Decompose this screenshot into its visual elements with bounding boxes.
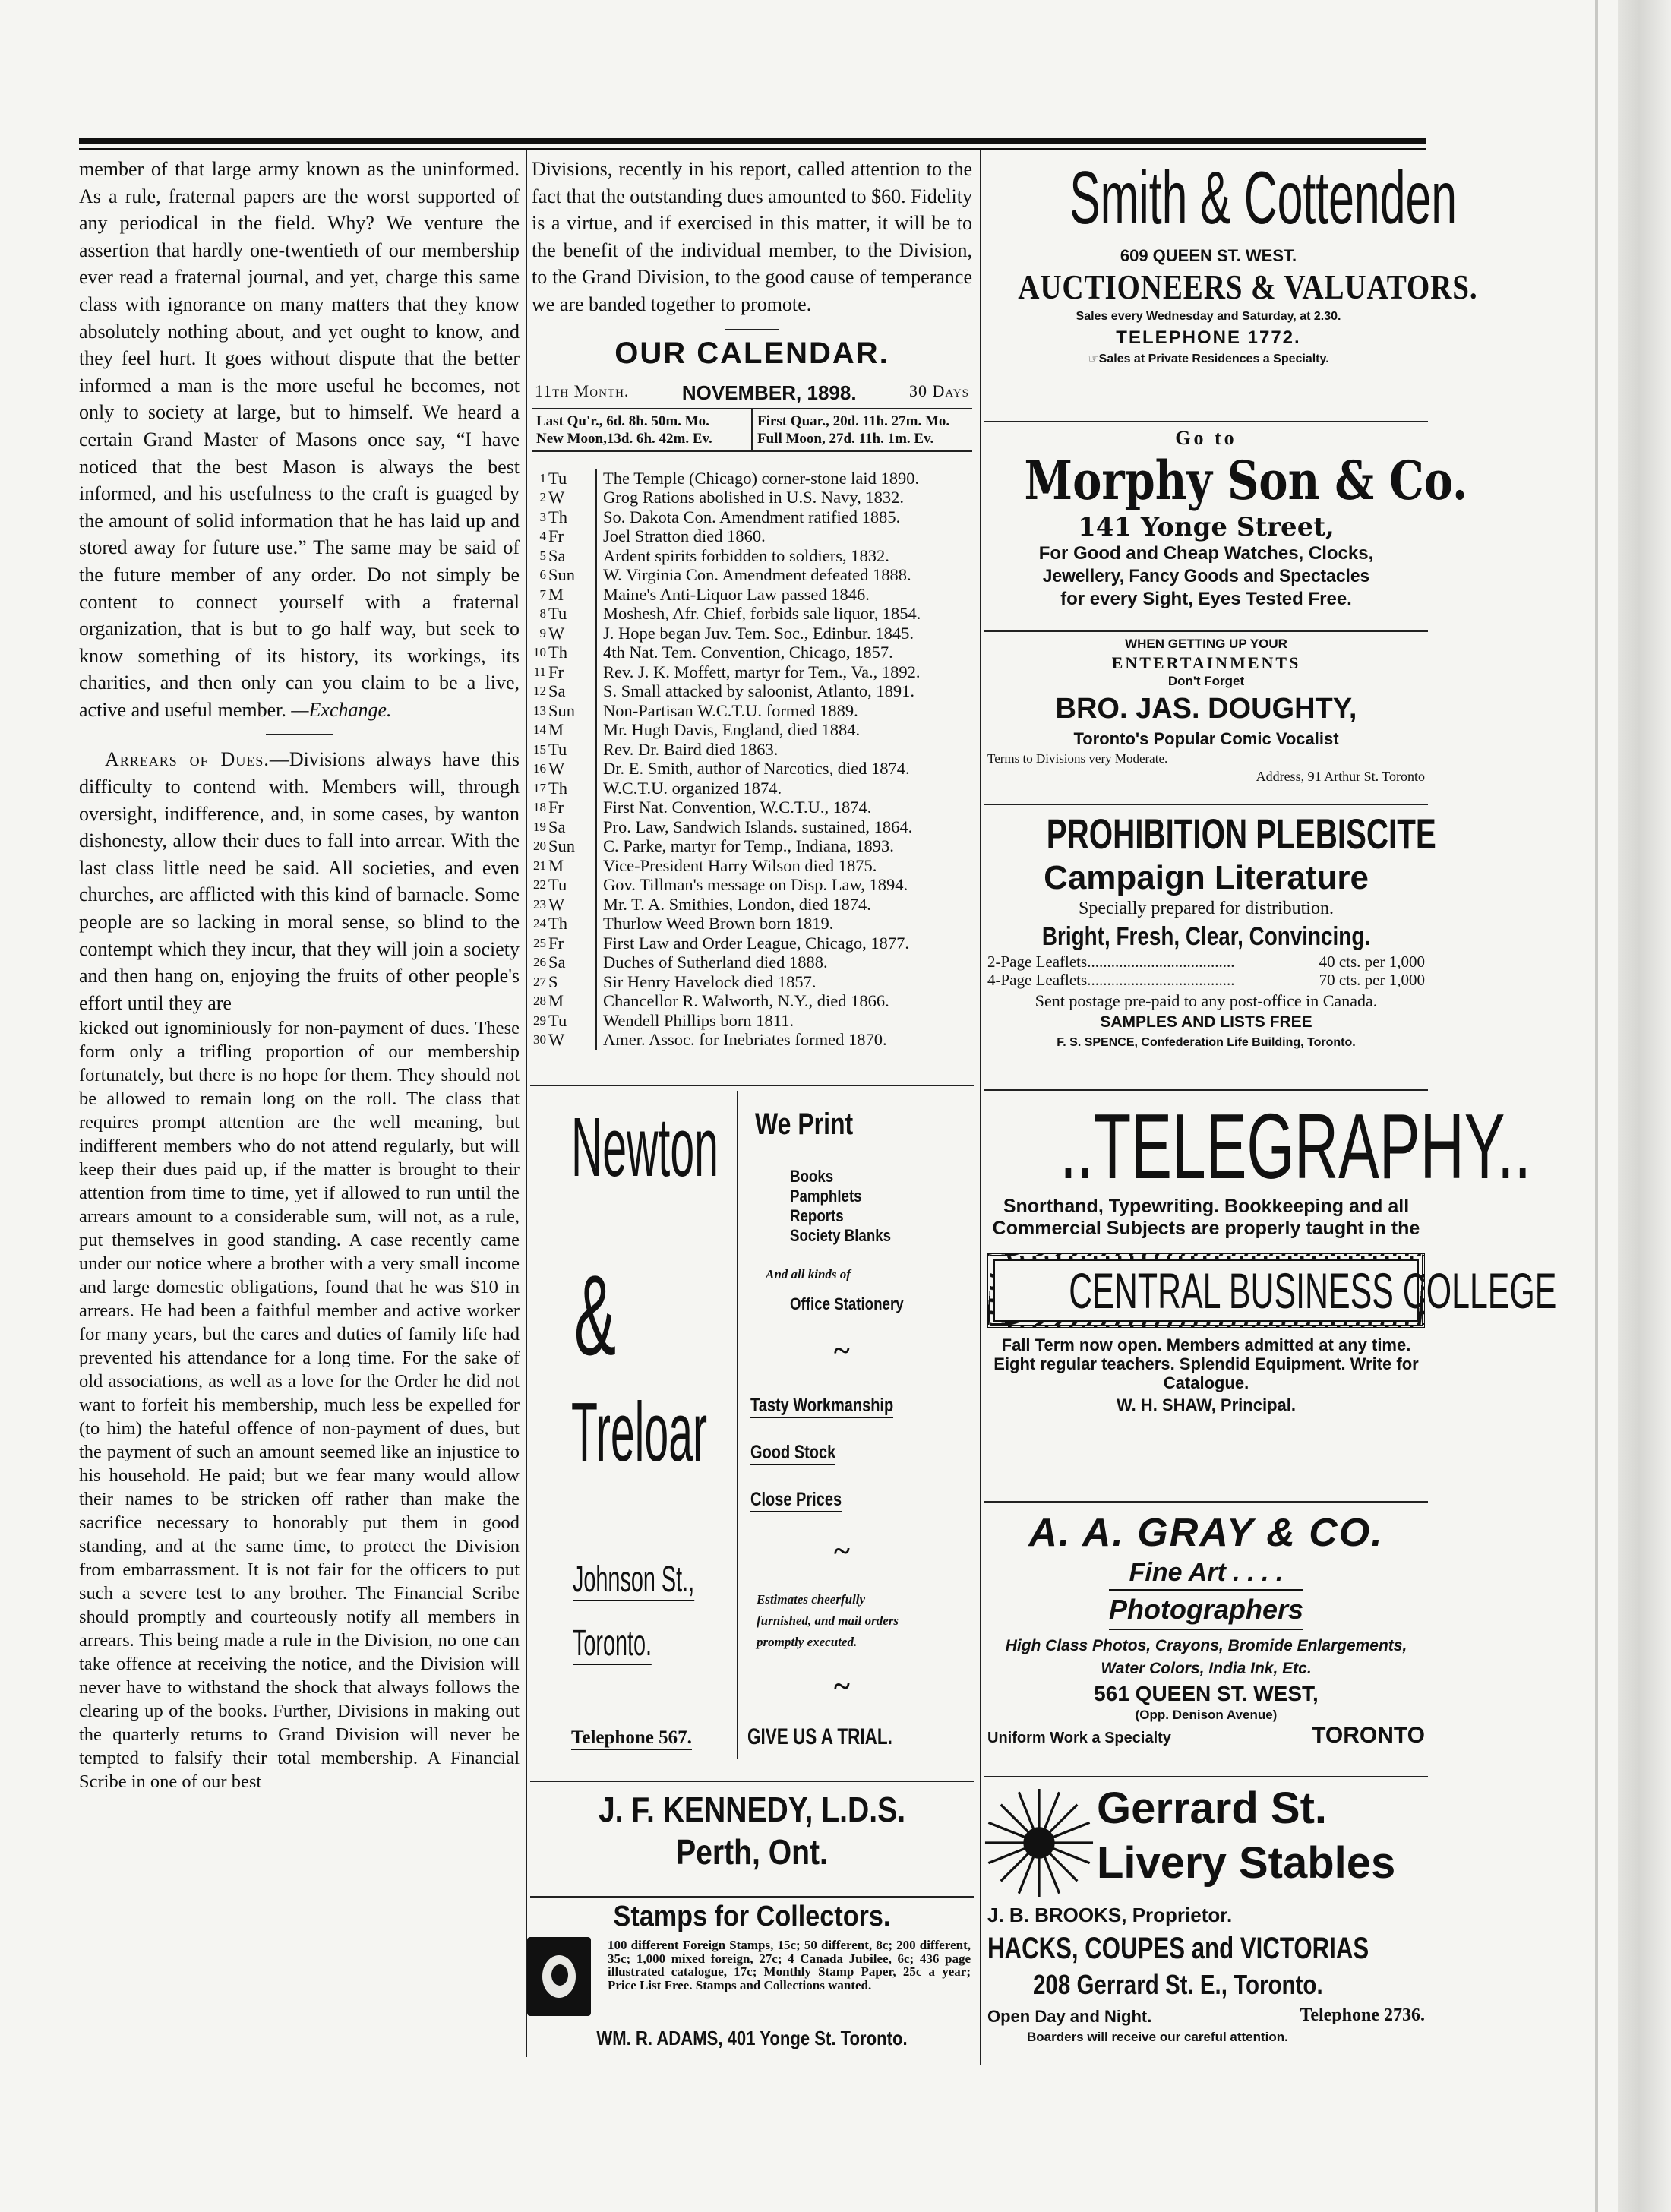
calendar-row bbox=[532, 662, 972, 682]
calendar-event: Thurlow Weed Brown born 1819. bbox=[603, 914, 834, 934]
price-row bbox=[987, 953, 1425, 971]
livery-line1: Gerrard St. bbox=[1097, 1784, 1327, 1833]
calendar-event: The Temple (Chicago) corner-stone laid 1890. bbox=[603, 468, 920, 488]
plebiscite-sub: Campaign Literature bbox=[1044, 859, 1369, 896]
smith-phone: TELEPHONE 1772. bbox=[1116, 327, 1301, 348]
livery-address: 208 Gerrard St. E., Toronto. bbox=[1033, 1969, 1323, 2000]
calendar-weekday: Sa bbox=[547, 953, 596, 972]
gray-fine: Fine Art . . . . bbox=[1129, 1558, 1284, 1587]
calendar-day-number: 3 bbox=[539, 509, 546, 524]
calendar-row bbox=[532, 488, 972, 507]
livery-phone: Telephone 2736. bbox=[1300, 2005, 1425, 2025]
calendar-weekday: M bbox=[547, 585, 596, 605]
calendar-event: W. Virginia Con. Amendment defeated 1888. bbox=[603, 565, 911, 585]
calendar-divider bbox=[725, 329, 779, 330]
kennedy-city: Perth, Ont. bbox=[676, 1832, 828, 1872]
calendar-weekday: Sa bbox=[547, 817, 596, 837]
calendar-weekday: W bbox=[547, 895, 596, 915]
calendar-day-number: 29 bbox=[533, 1013, 546, 1028]
moon-phases-left: Last Qu'r., 6d. 8h. 50m. Mo. New Moon,13d. 6h. 42m. Ev. bbox=[536, 412, 712, 447]
calendar-weekday: M bbox=[547, 991, 596, 1011]
morphy-line1: For Good and Cheap Watches, Clocks, bbox=[1038, 543, 1374, 564]
left-column bbox=[79, 156, 520, 2055]
kennedy-bottom-rule bbox=[530, 1896, 974, 1898]
and-all-kinds: And all kinds of bbox=[766, 1267, 851, 1281]
print-items: Books Pamphlets Reports Society Blanks bbox=[790, 1167, 892, 1245]
calendar-row bbox=[532, 681, 972, 701]
calendar-event: Gov. Tillman's message on Disp. Law, 1894. bbox=[603, 875, 908, 895]
calendar-day-number: 30 bbox=[533, 1032, 546, 1048]
plebiscite-spence: F. S. SPENCE, Confederation Life Building, Toronto. bbox=[1057, 1036, 1356, 1049]
telegraphy-ad bbox=[984, 1095, 1557, 1418]
calendar-weekday: Tu bbox=[547, 875, 596, 895]
give-us-a-trial: GIVE US A TRIAL. bbox=[747, 1724, 892, 1749]
we-print: We Print bbox=[755, 1108, 854, 1141]
stamps-title: Stamps for Collectors. bbox=[613, 1901, 891, 1932]
calendar-weekday: M bbox=[547, 720, 596, 740]
moon-phases-right: First Quar., 20d. 11h. 27m. Mo. Full Moon, 27d. 11h. 1m. Ev. bbox=[751, 409, 972, 450]
calendar-day-number: 13 bbox=[533, 703, 546, 718]
plebiscite-ad bbox=[984, 808, 1436, 1051]
doughty-address: Address, 91 Arthur St. Toronto bbox=[1256, 769, 1425, 784]
smith-sales: Sales every Wednesday and Saturday, at 2.30. bbox=[1076, 310, 1341, 323]
article-source: —Exchange. bbox=[291, 698, 392, 721]
doughty-when: WHEN GETTING UP YOUR bbox=[1125, 637, 1287, 651]
calendar-day-number: 27 bbox=[533, 974, 546, 989]
calendar-row bbox=[532, 507, 972, 527]
calendar-weekday: Sa bbox=[547, 546, 596, 566]
calendar-row bbox=[532, 934, 972, 953]
calendar-row bbox=[532, 836, 972, 856]
calendar-event: Mr. T. A. Smithies, London, died 1874. bbox=[603, 894, 871, 914]
calendar-day-number: 15 bbox=[533, 741, 546, 757]
calendar-day-number: 25 bbox=[533, 935, 546, 950]
calendar-row bbox=[532, 953, 972, 972]
doughty-terms: Terms to Divisions very Moderate. bbox=[987, 751, 1168, 766]
calendar-day-number: 4 bbox=[539, 529, 546, 544]
newton-street: Johnson St., bbox=[573, 1559, 695, 1600]
calendar-row bbox=[532, 701, 972, 721]
calendar-row bbox=[532, 546, 972, 566]
calendar-weekday: Th bbox=[547, 914, 596, 934]
doughty-ad bbox=[984, 635, 1428, 785]
calendar-weekday: Sa bbox=[547, 681, 596, 701]
calendar-row bbox=[532, 895, 972, 915]
price-label: 4-Page Leaflets bbox=[987, 971, 1088, 989]
calendar-row bbox=[532, 798, 972, 817]
gray-name: A. A. GRAY & CO. bbox=[1028, 1511, 1384, 1555]
page-fold-line bbox=[1595, 0, 1598, 2212]
calendar-day-number: 19 bbox=[533, 819, 546, 834]
gray-bottom-rule bbox=[984, 1776, 1428, 1778]
gray-address: 561 QUEEN ST. WEST, bbox=[1094, 1682, 1319, 1705]
telegraphy-term: Fall Term now open. Members admitted at any time. Eight regular teachers. Splendid Equipment. Write for Catalogue. bbox=[993, 1335, 1419, 1392]
days-label: 30 Days bbox=[908, 381, 969, 400]
calendar-day-number: 26 bbox=[533, 955, 546, 970]
plebiscite-postage: Sent postage pre-paid to any post-office in Canada. bbox=[1035, 991, 1378, 1010]
calendar-event: So. Dakota Con. Amendment ratified 1885. bbox=[603, 507, 901, 526]
newton-ampersand: & bbox=[574, 1251, 617, 1379]
calendar-event: Moshesh, Afr. Chief, forbids sale liquor, 1854. bbox=[603, 604, 921, 624]
page-edge bbox=[1618, 0, 1671, 2212]
plebiscite-bottom-rule bbox=[984, 1089, 1428, 1091]
livery-boarders: Boarders will receive our careful attention. bbox=[1027, 2030, 1288, 2044]
smith-cottenden-ad bbox=[984, 156, 1478, 368]
telegraphy-title: ..TELEGRAPHY.. bbox=[1060, 1095, 1531, 1198]
price-leader: ..................................... bbox=[1087, 971, 1235, 989]
calendar-row bbox=[532, 526, 972, 546]
gray-city: TORONTO bbox=[1312, 1723, 1425, 1748]
calendar-day-number: 8 bbox=[539, 606, 546, 621]
calendar-event: Grog Rations abolished in U.S. Navy, 1832. bbox=[603, 488, 905, 507]
month-name: NOVEMBER, 1898. bbox=[681, 381, 857, 404]
smith-address: 609 QUEEN ST. WEST. bbox=[1120, 246, 1297, 265]
calendar-weekday: Th bbox=[547, 643, 596, 662]
good-stock: Good Stock bbox=[750, 1442, 836, 1465]
kennedy-name: J. F. KENNEDY, L.D.S. bbox=[598, 1790, 906, 1829]
morphy-line2: Jewellery, Fancy Goods and Spectacles bbox=[1042, 566, 1370, 586]
calendar-event: W.C.T.U. organized 1874. bbox=[603, 778, 782, 798]
livery-line2: Livery Stables bbox=[1097, 1838, 1396, 1888]
calendar-day-number: 21 bbox=[533, 858, 546, 873]
calendar-event: Chancellor R. Walworth, N.Y., died 1866. bbox=[603, 991, 889, 1011]
calendar-row bbox=[532, 875, 972, 895]
newton-bottom-rule bbox=[530, 1781, 974, 1782]
tilde-1: ~ bbox=[834, 1333, 850, 1367]
telegraphy-bottom-rule bbox=[984, 1501, 1428, 1503]
calendar-row bbox=[532, 565, 972, 585]
calendar-weekday: Th bbox=[547, 779, 596, 798]
calendar-event: J. Hope began Juv. Tem. Soc., Edinbur. 1845. bbox=[603, 623, 914, 643]
calendar-row bbox=[532, 720, 972, 740]
calendar-weekday: S bbox=[547, 972, 596, 992]
morphy-street: 141 Yonge Street, bbox=[1078, 512, 1335, 542]
calendar-day-number: 16 bbox=[533, 761, 546, 776]
stamps-body: 100 different Foreign Stamps, 15c; 50 different, 8c; 200 different, 35c; 1,000 mixed foreign, 27c; 4 Canada Jubilee, 6c; 436 page illustrated catalogue, 17c; Monthly Stamp Paper, 25c a year; Price List Free. Stamps and Collections wanted. bbox=[608, 1938, 971, 1992]
doughty-ent: ENTERTAINMENTS bbox=[1111, 653, 1301, 672]
newton-treloar-ad bbox=[532, 1091, 972, 1764]
calendar-weekday: M bbox=[547, 856, 596, 876]
livery-hacks: HACKS, COUPES and VICTORIAS bbox=[987, 1932, 1369, 1965]
livery-proprietor: J. B. BROOKS, Proprietor. bbox=[987, 1904, 1233, 1926]
calendar-weekday: Tu bbox=[547, 604, 596, 624]
month-label: 11th Month. bbox=[535, 381, 630, 400]
smith-private: ☞Sales at Private Residences a Specialty. bbox=[1088, 352, 1329, 365]
calendar-row bbox=[532, 740, 972, 760]
calendar-row bbox=[532, 817, 972, 837]
calendar-row bbox=[532, 604, 972, 624]
gray-uniform: Uniform Work a Specialty bbox=[987, 1730, 1171, 1746]
plebiscite-samples: SAMPLES AND LISTS FREE bbox=[1100, 1013, 1312, 1031]
estimates-text: Estimates cheerfully furnished, and mail orders promptly executed. bbox=[757, 1592, 899, 1649]
newton-name: Newton bbox=[571, 1101, 719, 1194]
office-stationery: Office Stationery bbox=[790, 1294, 904, 1313]
calendar-day-number: 5 bbox=[539, 548, 546, 563]
calendar-day-number: 1 bbox=[539, 470, 546, 485]
morphy-line3: for every Sight, Eyes Tested Free. bbox=[1060, 589, 1352, 609]
column-rule-left bbox=[526, 150, 527, 2057]
calendar-table bbox=[532, 469, 972, 1050]
calendar-weekday: Sun bbox=[547, 836, 596, 856]
doughty-bottom-rule bbox=[984, 804, 1428, 805]
calendar-event: Duches of Sutherland died 1888. bbox=[603, 953, 828, 972]
calendar-row bbox=[532, 914, 972, 934]
calendar-row bbox=[532, 585, 972, 605]
college-box bbox=[987, 1253, 1557, 1328]
gray-desc: High Class Photos, Crayons, Bromide Enlargements, Water Colors, India Ink, Etc. bbox=[1005, 1637, 1407, 1677]
calendar-day-number: 23 bbox=[533, 896, 546, 912]
calendar-day-number: 28 bbox=[533, 994, 546, 1009]
close-prices: Close Prices bbox=[750, 1489, 842, 1512]
morphy-name: Morphy Son & Co. bbox=[1024, 449, 1468, 512]
price-leader: ..................................... bbox=[1087, 953, 1235, 971]
top-rule-thin bbox=[79, 148, 1426, 150]
article-para-1: member of that large army known as the uninformed. As a rule, fraternal papers are the worst supported of any periodical in the field. Why? We venture the assertion that hardly one-twentieth of our membership ever read a fraternal journal, and yet, charge this same class with ignorance on many matters that they know absolutely nothing about, and yet ought to know, and they feel hurt. It goes without dispute that the better informed a man is the more useful he becomes, not only to society at large, but to himself. We heard a certain Grand Master of Masons once say, “I have noticed that the best Mason is always the best informed, and his usefulness to the craft is guaged by the amount of solid information that he has laid up and stored away for future use.” The same may be said of the future member of any order. Do not simply be content to connect yourself with a fraternal organization, that is but to go half way, but seek to know something of its history, its workings, its charities, and then only can you claim to be a live, active and useful member. —Exchange. bbox=[79, 158, 520, 721]
smith-trade: AUCTIONEERS & VALUATORS. bbox=[1018, 267, 1478, 306]
calendar-event: Mr. Hugh Davis, England, died 1884. bbox=[603, 720, 861, 740]
calendar-weekday: Th bbox=[547, 507, 596, 527]
calendar-day-number: 2 bbox=[539, 490, 546, 505]
calendar-event: Sir Henry Havelock died 1857. bbox=[603, 972, 817, 991]
calendar-row bbox=[532, 779, 972, 798]
calendar-row bbox=[532, 856, 972, 876]
calendar-title: OUR CALENDAR. bbox=[614, 336, 889, 370]
livery-open: Open Day and Night. bbox=[987, 2007, 1152, 2026]
calendar-weekday: Tu bbox=[547, 740, 596, 760]
doughty-name: BRO. JAS. DOUGHTY, bbox=[1055, 693, 1357, 725]
tasty-workmanship: Tasty Workmanship bbox=[750, 1395, 893, 1418]
calendar-event: Dr. E. Smith, author of Narcotics, died 1874. bbox=[603, 759, 910, 779]
calendar-day-number: 20 bbox=[533, 839, 546, 854]
calendar-event: Maine's Anti-Liquor Law passed 1846. bbox=[603, 584, 870, 604]
arrears-heading: Arrears of Dues. bbox=[105, 748, 270, 771]
telegraphy-principal: W. H. SHAW, Principal. bbox=[1117, 1395, 1296, 1414]
price-label: 2-Page Leaflets bbox=[987, 953, 1088, 971]
moon-phases bbox=[532, 408, 972, 452]
calendar-row bbox=[532, 643, 972, 662]
stamp-icon bbox=[527, 1937, 591, 2016]
calendar-row bbox=[532, 1030, 972, 1050]
calendar-day-number: 17 bbox=[533, 780, 546, 795]
calendar-event: 4th Nat. Tem. Convention, Chicago, 1857. bbox=[603, 643, 893, 662]
go-to: Go to bbox=[1175, 427, 1237, 449]
calendar-weekday: Fr bbox=[547, 798, 596, 817]
calendar-row bbox=[532, 972, 972, 992]
calendar-weekday: Tu bbox=[547, 469, 596, 488]
calendar-day-number: 12 bbox=[533, 684, 546, 699]
calendar-event: Pro. Law, Sandwich Islands. sustained, 1864. bbox=[603, 817, 913, 836]
calendar-header bbox=[532, 378, 972, 408]
calendar-weekday: Fr bbox=[547, 662, 596, 682]
plebiscite-prepared: Specially prepared for distribution. bbox=[1079, 899, 1334, 918]
article-divider bbox=[266, 734, 333, 735]
tilde-2: ~ bbox=[834, 1534, 850, 1568]
sunburst-icon bbox=[983, 1787, 1095, 1899]
calendar-row bbox=[532, 1011, 972, 1031]
calendar-day-number: 11 bbox=[533, 664, 546, 679]
calendar-weekday: Tu bbox=[547, 1011, 596, 1031]
calendar-day-number: 10 bbox=[533, 645, 546, 660]
calendar-bottom-rule bbox=[530, 1085, 974, 1086]
doughty-title: Toronto's Popular Comic Vocalist bbox=[1073, 729, 1339, 748]
article-para-2-rest: kicked out ignominiously for non-payment of dues. These form only a trifling proportion of our membership fortunately, but there is no hope for them. They should not be allowed to remain long on the roll. The class that requires prompt attention are the well meaning, but indifferent members who do not attend regularly, but will keep their dues paid up, if the matter is brought to their attention from time to time, yet if allowed to run until the arrears amount to a considerable sum, will not, as a rule, put themselves in good standing. A case recently came under our notice where a brother with a very small income and large domestic obligations, found that he was $10 in arrears. He had been a faithful member and active worker for many years, but the cares and duties of family life had prevented his attendance for a long time. For the sake of old associations, as well as a love for the Order he did not want to forfeit his membership, much less be expelled for (to him) the hateful offence of non-payment of dues, but the payment of such an amount seemed like an injustice to his household. He paid; but we fear many would allow their names to be stricken off rather than make the sacrifice necessary to honorably put them in good standing, and at the same time, to protect the Division from embarrassment. It is not fair for the officers to put such a severe test to any brother. The Financial Scribe should promptly and courteously notify all members in arrears. This being made a rule in the Division, no one can take offence at receiving the notice, and the Division will never have to withstand the shock that always follows the clearing up of the books. Further, Divisions in making out the quarterly returns to Grand Division will never be tempted to falsify their total membership. A Financial Scribe in one of our best bbox=[79, 1018, 520, 1793]
gray-photo: Photographers bbox=[1109, 1589, 1303, 1630]
article-para-2-lead: Arrears of Dues.—Divisions always have this difficulty to contend with. Members will, through oversight, indifference, and, in some cases, by wanton dishonesty, allow their dues to fall into arrear. With the last class little need be said. All societies, and even churches, are afflicted with this kind of barnacle. Some people are so lacking in moral sense, so blind to the contempt which they incur, that they will join a society and then hang on, enjoying the fruits of other people's effort until they are bbox=[79, 748, 520, 1014]
newton-ad-divider bbox=[737, 1091, 738, 1759]
price-list bbox=[984, 953, 1428, 989]
calendar-event: Rev. J. K. Moffett, martyr for Tem., Va., 1892. bbox=[603, 662, 921, 681]
stamps-footer: WM. R. ADAMS, 401 Yonge St. Toronto. bbox=[596, 2027, 908, 2049]
calendar-event: Wendell Phillips born 1811. bbox=[603, 1010, 794, 1030]
calendar-event: Rev. Dr. Baird died 1863. bbox=[603, 739, 779, 759]
calendar-day-number: 6 bbox=[539, 567, 546, 583]
calendar-event: First Law and Order League, Chicago, 1877. bbox=[603, 933, 910, 953]
article-continued: Divisions, recently in his report, called attention to the fact that the outstanding dues amounted to $60. Fidelity is a virtue, and if exercised in this matter, it will be to the benefit of the individual member, to the Division, to the Grand Division, to the good cause of temperance we are banded together to promote. bbox=[532, 158, 972, 315]
calendar-row bbox=[532, 624, 972, 643]
top-rule bbox=[79, 138, 1426, 144]
calendar-event: Ardent spirits forbidden to soldiers, 1832. bbox=[603, 545, 889, 565]
tilde-3: ~ bbox=[834, 1669, 850, 1703]
gray-ad bbox=[984, 1510, 1428, 1749]
calendar-weekday: Fr bbox=[547, 526, 596, 546]
newton-city: Toronto. bbox=[573, 1623, 652, 1664]
calendar-event: Non-Partisan W.C.T.U. formed 1889. bbox=[603, 700, 858, 720]
morphy-ad bbox=[984, 427, 1468, 611]
gray-opp: (Opp. Denison Avenue) bbox=[1135, 1708, 1278, 1722]
calendar-day-number: 7 bbox=[539, 586, 546, 602]
calendar-event: Amer. Assoc. for Inebriates formed 1870. bbox=[603, 1030, 887, 1050]
calendar-day-number: 9 bbox=[539, 625, 546, 640]
calendar-event: First Nat. Convention, W.C.T.U., 1874. bbox=[603, 798, 872, 817]
calendar-day-number: 18 bbox=[533, 800, 546, 815]
calendar-weekday: W bbox=[547, 488, 596, 507]
smith-bottom-rule bbox=[984, 421, 1428, 422]
newton-phone: Telephone 567. bbox=[571, 1727, 692, 1750]
calendar-weekday: Sun bbox=[547, 565, 596, 585]
calendar-weekday: W bbox=[547, 1030, 596, 1050]
doughty-dont: Don't Forget bbox=[1167, 674, 1245, 688]
telegraphy-subjects: Snorthand, Typewriting. Bookkeeping and all Commercial Subjects are properly taught in the bbox=[992, 1196, 1420, 1239]
calendar-weekday: Fr bbox=[547, 934, 596, 953]
price-row bbox=[987, 971, 1425, 989]
plebiscite-slogan: Bright, Fresh, Clear, Convincing. bbox=[1041, 922, 1371, 951]
calendar-day-number: 14 bbox=[533, 722, 546, 738]
price-value: 40 cts. per 1,000 bbox=[1319, 953, 1425, 971]
kennedy-ad bbox=[532, 1788, 972, 1873]
calendar-day-number: 22 bbox=[533, 877, 546, 893]
calendar-day-number: 24 bbox=[533, 916, 546, 931]
plebiscite-title: PROHIBITION PLEBISCITE bbox=[1046, 810, 1436, 858]
treloar-name: Treloar bbox=[571, 1386, 708, 1479]
morphy-bottom-rule bbox=[984, 630, 1428, 632]
calendar-row bbox=[532, 991, 972, 1011]
calendar-row bbox=[532, 759, 972, 779]
column-rule-right bbox=[980, 150, 981, 2065]
smith-name: Smith & Cottenden bbox=[1069, 156, 1458, 239]
calendar-row bbox=[532, 469, 972, 488]
calendar-weekday: W bbox=[547, 759, 596, 779]
calendar-weekday: W bbox=[547, 624, 596, 643]
calendar-event: Vice-President Harry Wilson died 1875. bbox=[603, 855, 877, 875]
price-value: 70 cts. per 1,000 bbox=[1319, 971, 1425, 989]
calendar-event: S. Small attacked by saloonist, Atlanto, 1891. bbox=[603, 681, 914, 701]
calendar-weekday: Sun bbox=[547, 701, 596, 721]
calendar-event: C. Parke, martyr for Temp., Indiana, 1893. bbox=[603, 836, 894, 856]
college-name: CENTRAL BUSINESS COLLEGE bbox=[1069, 1262, 1557, 1319]
calendar-event: Joel Stratton died 1860. bbox=[603, 526, 766, 546]
